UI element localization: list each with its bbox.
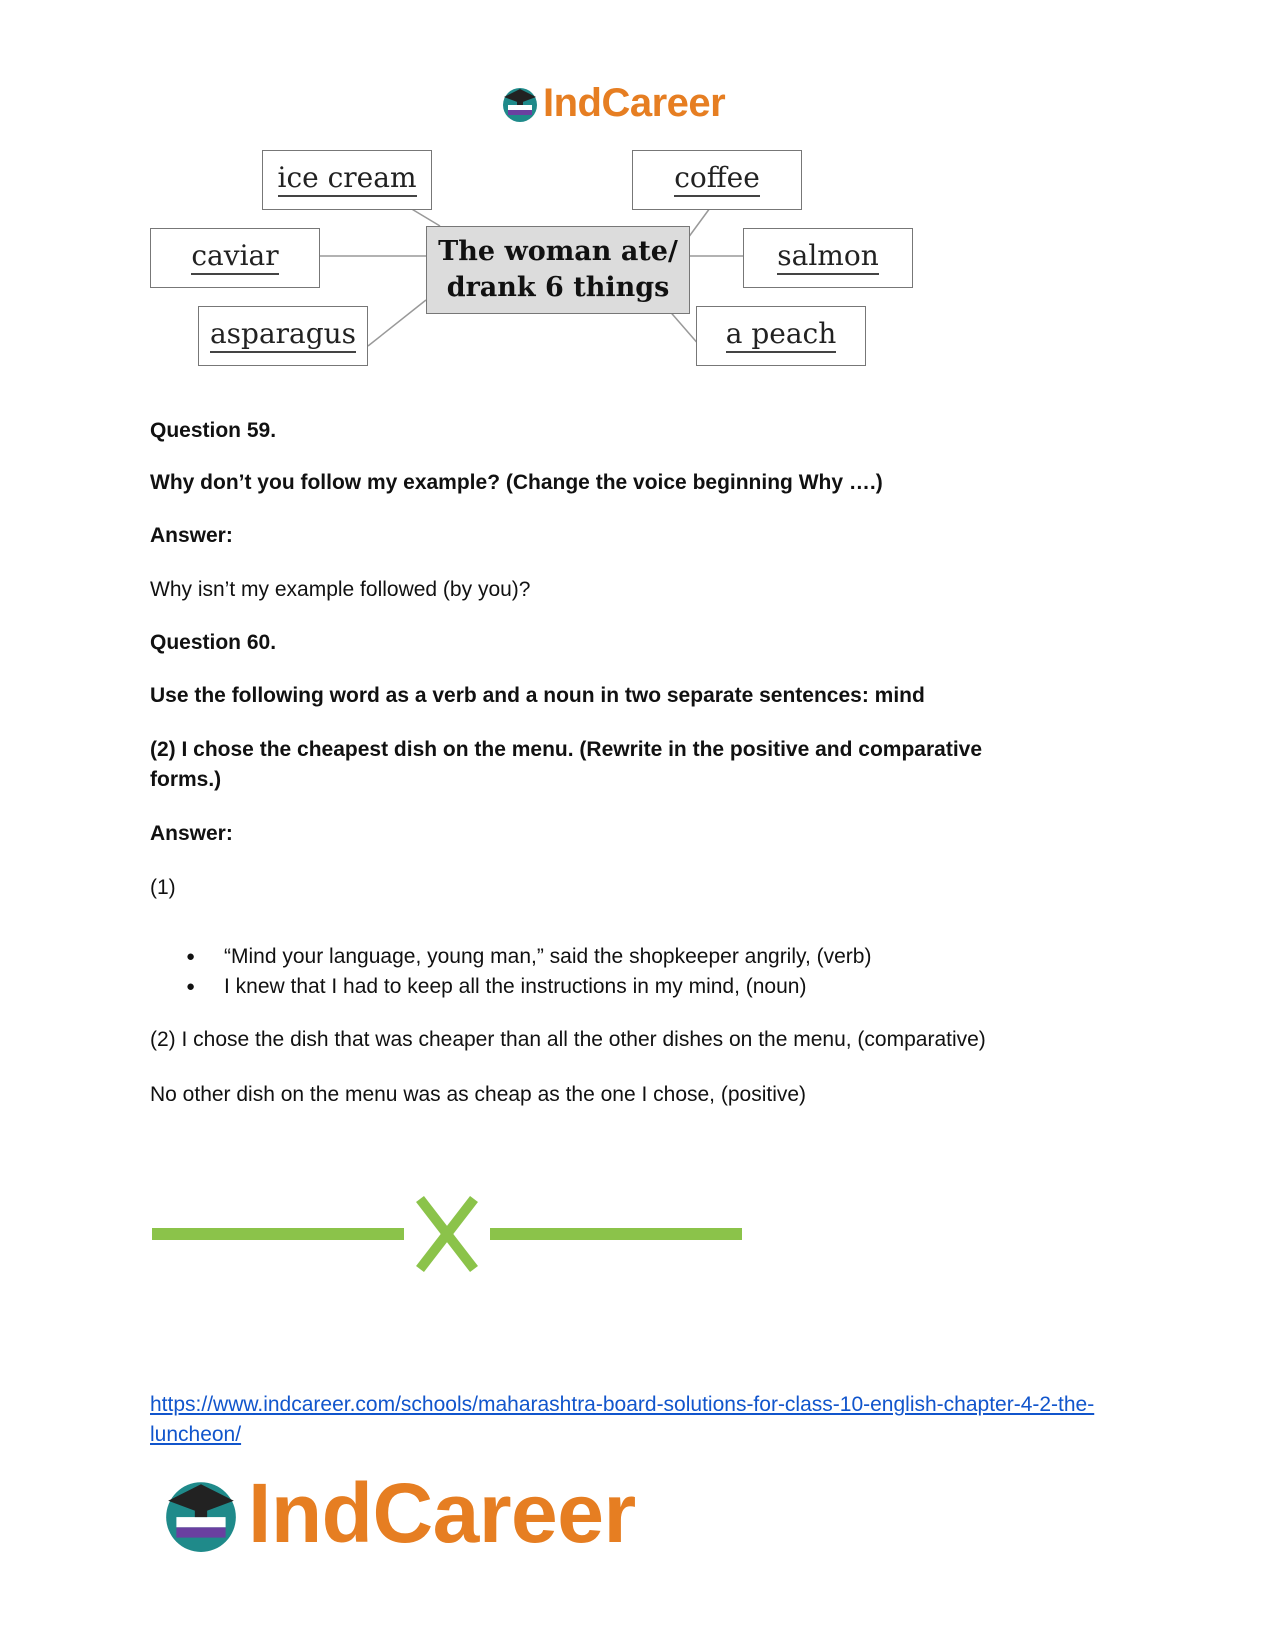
item-ice-cream: ice cream	[262, 150, 432, 210]
brand-name: IndCareer	[248, 1465, 636, 1560]
item-asparagus: asparagus	[198, 306, 368, 366]
question-59-answer: Why isn’t my example followed (by you)?	[150, 578, 531, 601]
graduation-cap-books-icon	[500, 83, 540, 123]
answer-label-2: Answer:	[150, 822, 233, 845]
brand-logo-top	[500, 78, 725, 128]
question-60-title: Question 60.	[150, 631, 277, 654]
list-item: ● I knew that I had to keep all the instructions in my mind, (noun)	[150, 972, 871, 1002]
answer-comparative: (2) I chose the dish that was cheaper than all the other dishes on the menu, (comparative)	[150, 1028, 986, 1051]
answer-bullet-list	[150, 942, 871, 1002]
graduation-cap-books-icon	[160, 1472, 242, 1554]
source-link[interactable]: https://www.indcareer.com/schools/maharashtra-board-solutions-for-class-10-english-chapter-4-2-the-luncheon/	[150, 1393, 1095, 1446]
question-60-part-2: (2) I chose the cheapest dish on the menu. (Rewrite in the positive and comparative forms.)	[150, 738, 983, 791]
item-salmon: salmon	[743, 228, 913, 288]
list-item: ● “Mind your language, young man,” said the shopkeeper angrily, (verb)	[150, 942, 871, 972]
item-a-peach: a peach	[696, 306, 866, 366]
question-60-text: Use the following word as a verb and a noun in two separate sentences: mind	[150, 684, 925, 707]
answer-positive: No other dish on the menu was as cheap as the one I chose, (positive)	[150, 1083, 807, 1106]
diagram-center-label: The woman ate/ drank 6 things	[426, 226, 690, 314]
mind-map-diagram	[150, 150, 970, 390]
green-x-separator	[152, 1195, 752, 1275]
question-59-title: Question 59.	[150, 419, 277, 442]
item-coffee: coffee	[632, 150, 802, 210]
item-caviar: caviar	[150, 228, 320, 288]
answer-label-1: Answer:	[150, 524, 233, 547]
brand-logo-bottom	[160, 1465, 636, 1560]
part-1-label: (1)	[150, 876, 176, 899]
brand-name: IndCareer	[543, 80, 726, 125]
question-59-text: Why don’t you follow my example? (Change the voice beginning Why ….)	[150, 471, 883, 494]
